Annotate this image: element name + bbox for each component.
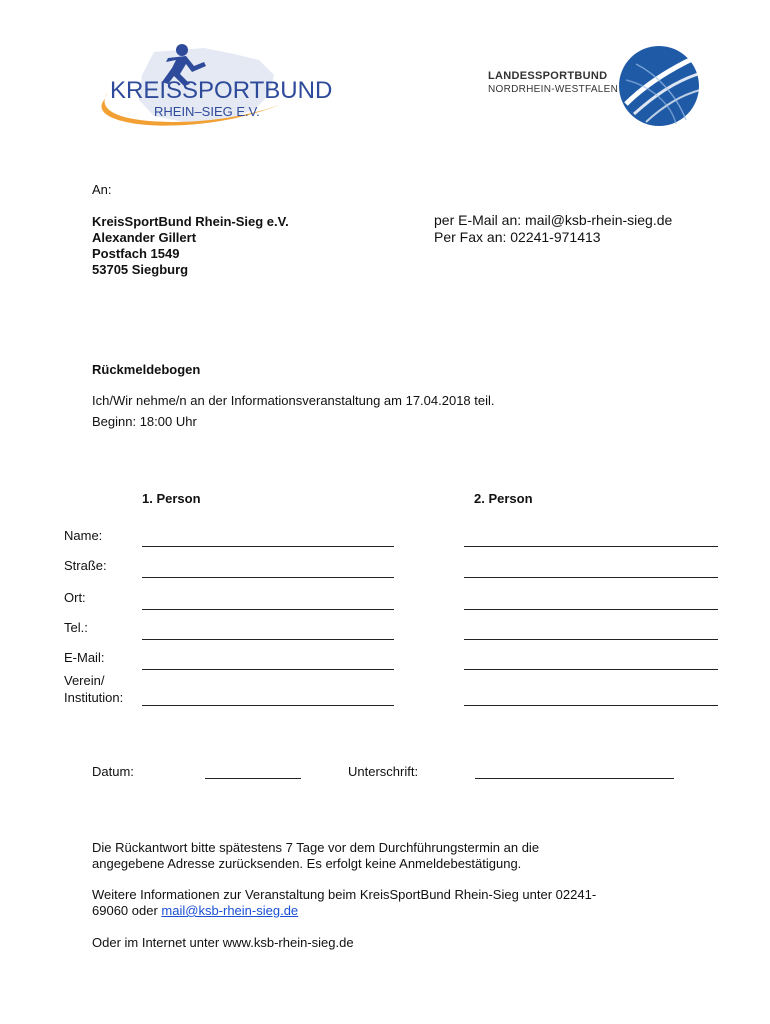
footer-para2 bbox=[92, 887, 596, 919]
p1-name-line[interactable] bbox=[142, 546, 394, 547]
recipient-line: Postfach 1549 bbox=[92, 246, 180, 261]
p1-email-line[interactable] bbox=[142, 669, 394, 670]
recipient-address bbox=[92, 214, 289, 278]
p2-strasse-line[interactable] bbox=[464, 577, 718, 578]
footer-para1 bbox=[92, 840, 539, 872]
contact-fax: Per Fax an: 02241-971413 bbox=[434, 229, 601, 245]
p1-ort-line[interactable] bbox=[142, 609, 394, 610]
recipient-label: An: bbox=[92, 182, 112, 197]
col1-header: 1. Person bbox=[142, 491, 201, 506]
p1-tel-line[interactable] bbox=[142, 639, 394, 640]
lsb-logo bbox=[486, 44, 706, 128]
label-strasse: Straße: bbox=[64, 558, 107, 573]
label-ort: Ort: bbox=[64, 590, 86, 605]
recipient-line: Alexander Gillert bbox=[92, 230, 197, 245]
form-intro-line1: Ich/Wir nehme/n an der Informationsveranstaltung am 17.04.2018 teil. bbox=[92, 393, 495, 408]
svg-text:RHEIN–SIEG E.V.: RHEIN–SIEG E.V. bbox=[154, 104, 260, 119]
contact-email: per E-Mail an: mail@ksb-rhein-sieg.de bbox=[434, 212, 673, 228]
form-intro-line2: Beginn: 18:00 Uhr bbox=[92, 414, 197, 429]
svg-text:KREISSPORTBUND: KREISSPORTBUND bbox=[110, 77, 333, 104]
footer-para1-line2: angegebene Adresse zurücksenden. Es erfolgt keine Anmeldebestätigung. bbox=[92, 856, 522, 871]
label-unterschrift: Unterschrift: bbox=[348, 764, 419, 779]
email-link[interactable]: mail@ksb-rhein-sieg.de bbox=[161, 903, 299, 918]
label-tel: Tel.: bbox=[64, 620, 88, 635]
label-email: E-Mail: bbox=[64, 650, 105, 665]
p1-strasse-line[interactable] bbox=[142, 577, 394, 578]
datum-line[interactable] bbox=[205, 778, 301, 779]
recipient-line: KreisSportBund Rhein-Sieg e.V. bbox=[92, 214, 289, 229]
footer-para2-prefix: 69060 oder bbox=[92, 903, 162, 918]
lsb-globe-icon bbox=[616, 44, 702, 128]
footer-para1-line1: Die Rückantwort bitte spätestens 7 Tage vor dem Durchführungstermin an die bbox=[92, 840, 540, 855]
footer-para2-line2 bbox=[92, 903, 596, 919]
p2-email-line[interactable] bbox=[464, 669, 718, 670]
contact-block bbox=[434, 212, 672, 246]
footer-para2-line1: Weitere Informationen zur Veranstaltung beim KreisSportBund Rhein-Sieg unter 02241- bbox=[92, 887, 597, 902]
form-title: Rückmeldebogen bbox=[92, 362, 201, 377]
label-datum: Datum: bbox=[92, 764, 134, 779]
recipient-line: 53705 Siegburg bbox=[92, 262, 189, 277]
footer-para3: Oder im Internet unter www.ksb-rhein-sieg.de bbox=[92, 935, 354, 950]
p1-verein-line[interactable] bbox=[142, 705, 394, 706]
ksb-logo-graphic bbox=[84, 40, 333, 130]
unterschrift-line[interactable] bbox=[475, 778, 674, 779]
p2-name-line[interactable] bbox=[464, 546, 718, 547]
ksb-logo bbox=[84, 40, 333, 130]
p2-ort-line[interactable] bbox=[464, 609, 718, 610]
p2-tel-line[interactable] bbox=[464, 639, 718, 640]
lsb-logo-line1: LANDESSPORTBUND bbox=[488, 70, 608, 82]
label-institution: Institution: bbox=[64, 690, 124, 705]
col2-header: 2. Person bbox=[474, 491, 533, 506]
lsb-logo-line2: NORDRHEIN-WESTFALEN bbox=[488, 84, 619, 95]
label-name: Name: bbox=[64, 528, 103, 543]
p2-verein-line[interactable] bbox=[464, 705, 718, 706]
label-verein: Verein/ bbox=[64, 673, 105, 688]
